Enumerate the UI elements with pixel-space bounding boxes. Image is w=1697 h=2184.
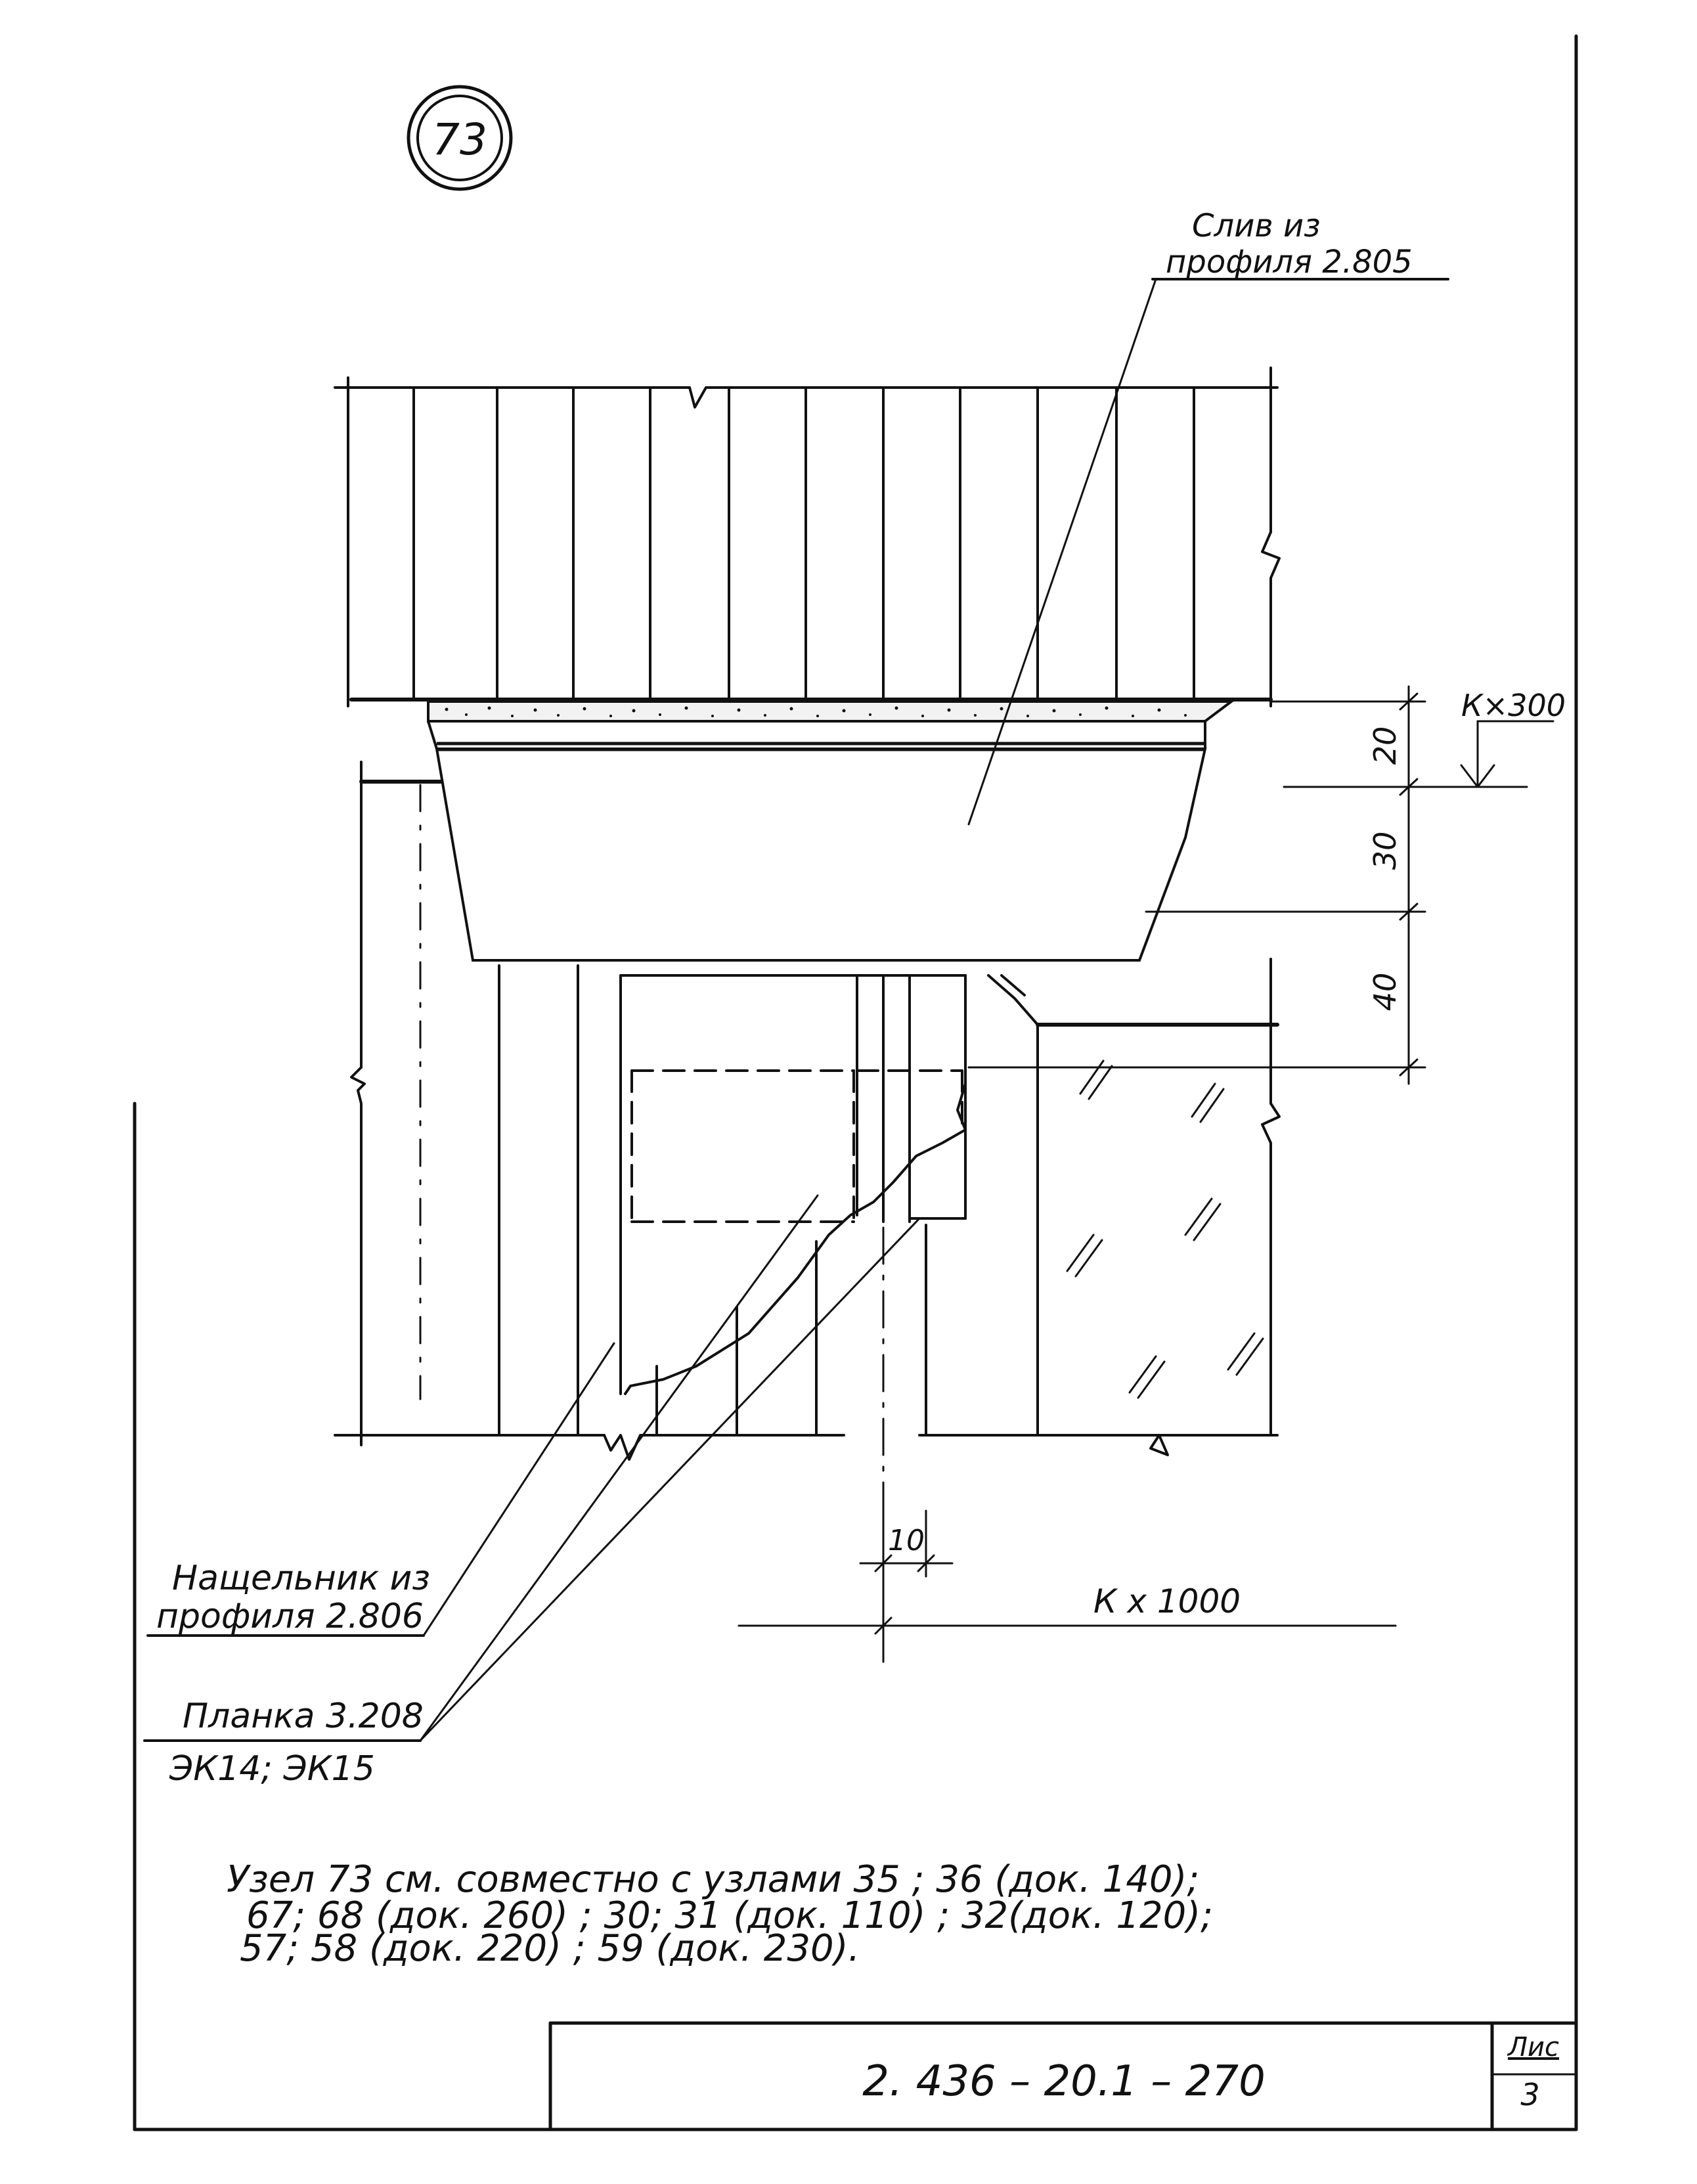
doc-code: 2. 436 – 20.1 – 270 [862, 2057, 1266, 2106]
dim-k300: К×300 [1461, 688, 1566, 723]
callout-drip-line2: профиля 2.805 [1166, 244, 1413, 280]
dimension-lines [739, 686, 1553, 1662]
callout-batten-line1: Нащельник из [172, 1559, 430, 1598]
dim-10: 10 [888, 1524, 925, 1557]
leader-lines [144, 279, 1448, 1741]
lower-left-wall [335, 762, 1277, 1460]
sheet-number: 3 [1520, 2077, 1540, 2112]
callout-drip-line1: Слив из [1192, 208, 1321, 244]
batten-profile [621, 975, 965, 1511]
node-number: 73 [432, 114, 487, 165]
hidden-edges [632, 1071, 962, 1222]
note-line2: 67; 68 (док. 260) ; 30; 31 (док. 110) ; 32(док. 120); [246, 1894, 1213, 1937]
sheet-label: Лис [1507, 2032, 1560, 2062]
callout-batten-line2: профиля 2.806 [156, 1597, 424, 1636]
general-note [227, 1858, 1213, 1970]
note-line3: 57; 58 (док. 220) ; 59 (док. 230). [240, 1927, 860, 1970]
note-line1: Узел 73 см. совместно с узлами 35 ; 36 (док. 140); [227, 1858, 1200, 1901]
dim-20: 20 [1367, 726, 1403, 765]
dim-40: 40 [1367, 972, 1403, 1012]
callout-strip-line1: Планка 3.208 [183, 1697, 424, 1736]
callout-strip-line2: ЭК14; ЭК15 [169, 1749, 375, 1789]
glass-panel [988, 959, 1279, 1435]
dim-30: 30 [1367, 831, 1403, 870]
node-number-badge [408, 87, 511, 189]
sheet-frame [135, 36, 1576, 2129]
upper-wall-panel [335, 368, 1279, 706]
dim-k1000: К х 1000 [1093, 1582, 1241, 1620]
drip-profile [428, 702, 1231, 960]
